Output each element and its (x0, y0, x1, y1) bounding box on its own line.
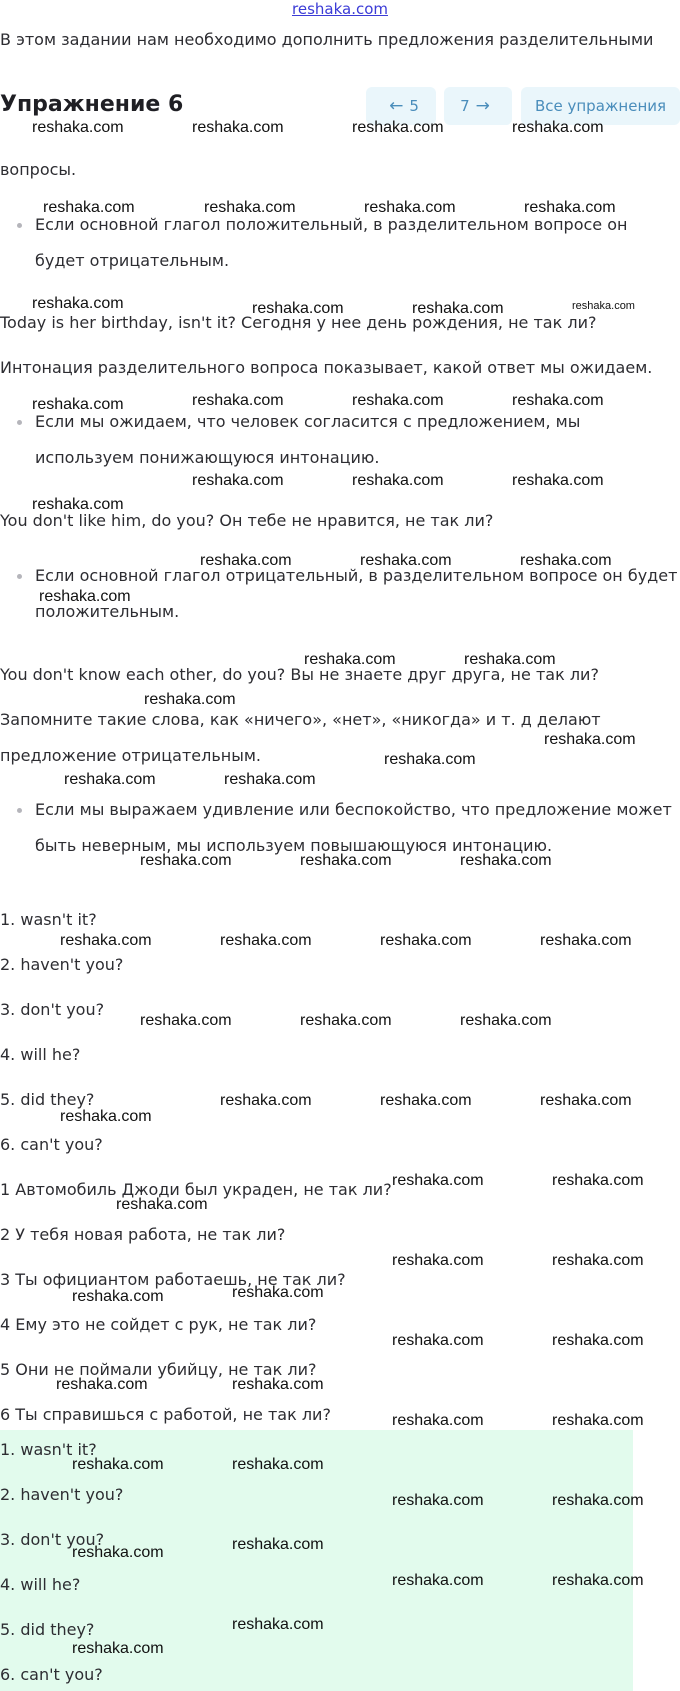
answer-item: 3. don't you? (0, 1000, 105, 1019)
watermark: reshaka.com (232, 1616, 324, 1633)
watermark: reshaka.com (552, 1332, 644, 1349)
watermark: reshaka.com (43, 199, 135, 216)
watermark: reshaka.com (232, 1376, 324, 1393)
intro-text: В этом задании нам необходимо дополнить предложения разделительными (0, 30, 654, 49)
watermark: reshaka.com (204, 199, 296, 216)
bullet2-line1: Если мы ожидаем, что человек согласится с предложением, мы (35, 412, 581, 431)
highlighted-answer: 2. haven't you? (0, 1485, 124, 1504)
bullet3-line1: Если основной глагол отрицательный, в разделительном вопросе он будет (35, 566, 678, 585)
translation-item: 3 Ты официантом работаешь, не так ли? (0, 1270, 346, 1289)
watermark: reshaka.com (56, 1376, 148, 1393)
watermark: reshaka.com (512, 472, 604, 489)
watermark: reshaka.com (364, 199, 456, 216)
watermark: reshaka.com (392, 1572, 484, 1589)
highlighted-answer: 1. wasn't it? (0, 1440, 97, 1459)
answer-item: 5. did they? (0, 1090, 95, 1109)
watermark: reshaka.com (252, 300, 344, 317)
answer-item: 4. will he? (0, 1045, 81, 1064)
watermark: reshaka.com (460, 852, 552, 869)
bullet1-line2: будет отрицательным. (35, 251, 230, 270)
answer-item: 6. can't you? (0, 1135, 103, 1154)
watermark: reshaka.com (380, 1092, 472, 1109)
watermark: reshaka.com (552, 1252, 644, 1269)
translation-item: 6 Ты справишься с работой, не так ли? (0, 1405, 331, 1424)
watermark: reshaka.com (352, 392, 444, 409)
watermark: reshaka.com (232, 1536, 324, 1553)
watermark: reshaka.com (64, 771, 156, 788)
watermark: reshaka.com (392, 1332, 484, 1349)
watermark: reshaka.com (116, 1196, 208, 1213)
translation-item: 2 У тебя новая работа, не так ли? (0, 1225, 286, 1244)
watermark: reshaka.com (552, 1172, 644, 1189)
watermark: reshaka.com (512, 119, 604, 136)
watermark: reshaka.com (520, 552, 612, 569)
bullet1-line1: Если основной глагол положительный, в разделительном вопросе он (35, 215, 628, 234)
page-title: Упражнение 6 (0, 92, 184, 117)
bullet4-line1: Если мы выражаем удивление или беспокойство, что предложение может (35, 800, 672, 819)
watermark: reshaka.com (352, 119, 444, 136)
watermark: reshaka.com (140, 1012, 232, 1029)
watermark: reshaka.com (192, 472, 284, 489)
watermark: reshaka.com (72, 1640, 164, 1657)
watermark: reshaka.com (220, 1092, 312, 1109)
watermark: reshaka.com (200, 552, 292, 569)
watermark: reshaka.com (232, 1456, 324, 1473)
watermark: reshaka.com (220, 932, 312, 949)
bullet2-line2: используем понижающуюся интонацию. (35, 448, 380, 467)
watermark: reshaka.com (32, 396, 124, 413)
bullet3-line2: положительным. (35, 602, 180, 621)
highlighted-answer: 4. will he? (0, 1575, 81, 1594)
watermark: reshaka.com (524, 199, 616, 216)
watermark: reshaka.com (380, 932, 472, 949)
watermark: reshaka.com (392, 1172, 484, 1189)
next-exercise-label: 7 (460, 97, 470, 115)
bullet-dot (17, 420, 22, 425)
bullet4-line2: быть неверным, мы используем повышающуюся интонацию. (35, 836, 553, 855)
all-exercises-button[interactable]: Все упражнения (521, 87, 680, 125)
answer-item: 1. wasn't it? (0, 910, 97, 929)
watermark: reshaka.com (140, 852, 232, 869)
watermark: reshaka.com (60, 932, 152, 949)
watermark: reshaka.com (192, 392, 284, 409)
prev-exercise-label: 5 (409, 97, 419, 115)
watermark: reshaka.com (72, 1456, 164, 1473)
watermark: reshaka.com (300, 852, 392, 869)
watermark: reshaka.com (232, 1284, 324, 1301)
remember-line2: предложение отрицательным. (0, 746, 262, 765)
watermark: reshaka.com (540, 932, 632, 949)
watermark: reshaka.com (512, 392, 604, 409)
watermark: reshaka.com (72, 1288, 164, 1305)
highlighted-answer: 6. can't you? (0, 1665, 103, 1684)
translation-item: 5 Они не поймали убийцу, не так ли? (0, 1360, 317, 1379)
watermark: reshaka.com (32, 295, 124, 312)
watermark: reshaka.com (32, 119, 124, 136)
arrow-left-icon: ← (389, 96, 404, 116)
highlighted-answer: 3. don't you? (0, 1530, 105, 1549)
remember-line1: Запомните такие слова, как «ничего», «нет», «никогда» и т. д делают (0, 710, 601, 729)
watermark: reshaka.com (352, 472, 444, 489)
example2: You don't like him, do you? Он тебе не нравится, не так ли? (0, 511, 494, 530)
highlighted-answer: 5. did they? (0, 1620, 95, 1639)
watermark: reshaka.com (360, 552, 452, 569)
watermark: reshaka.com (552, 1412, 644, 1429)
translation-item: 4 Ему это не сойдет с рук, не так ли? (0, 1315, 317, 1334)
watermark: reshaka.com (72, 1544, 164, 1561)
watermark: reshaka.com (39, 588, 131, 605)
watermark: reshaka.com (412, 300, 504, 317)
watermark: reshaka.com (544, 731, 636, 748)
watermark: reshaka.com (540, 1092, 632, 1109)
bullet-dot (17, 574, 22, 579)
bullet-dot (17, 223, 22, 228)
next-exercise-button[interactable] (444, 87, 512, 125)
watermark: reshaka.com (32, 496, 124, 513)
watermark: reshaka.com (392, 1252, 484, 1269)
answer-item: 2. haven't you? (0, 955, 124, 974)
watermark: reshaka.com (384, 751, 476, 768)
watermark: reshaka.com (392, 1412, 484, 1429)
watermark: reshaka.com (144, 691, 236, 708)
watermark: reshaka.com (460, 1012, 552, 1029)
example1: Today is her birthday, isn't it? Сегодня у нее день рождения, не так ли? (0, 313, 597, 332)
site-link[interactable]: reshaka.com (292, 0, 388, 18)
watermark: reshaka.com (464, 651, 556, 668)
watermark: reshaka.com (300, 1012, 392, 1029)
bullet-dot (17, 808, 22, 813)
watermark: reshaka.com (552, 1492, 644, 1509)
watermark: reshaka.com (192, 119, 284, 136)
watermark: reshaka.com (304, 651, 396, 668)
watermark: reshaka.com (552, 1572, 644, 1589)
watermark: reshaka.com (572, 300, 635, 312)
intonation-text: Интонация разделительного вопроса показывает, какой ответ мы ожидаем. (0, 358, 653, 377)
translation-item: 1 Автомобиль Джоди был украден, не так ли? (0, 1180, 392, 1199)
arrow-right-icon: → (475, 96, 490, 116)
text-voprosy: вопросы. (0, 160, 77, 179)
watermark: reshaka.com (60, 1108, 152, 1125)
example3: You don't know each other, do you? Вы не знаете друг друга, не так ли? (0, 665, 599, 684)
watermark: reshaka.com (224, 771, 316, 788)
watermark: reshaka.com (392, 1492, 484, 1509)
